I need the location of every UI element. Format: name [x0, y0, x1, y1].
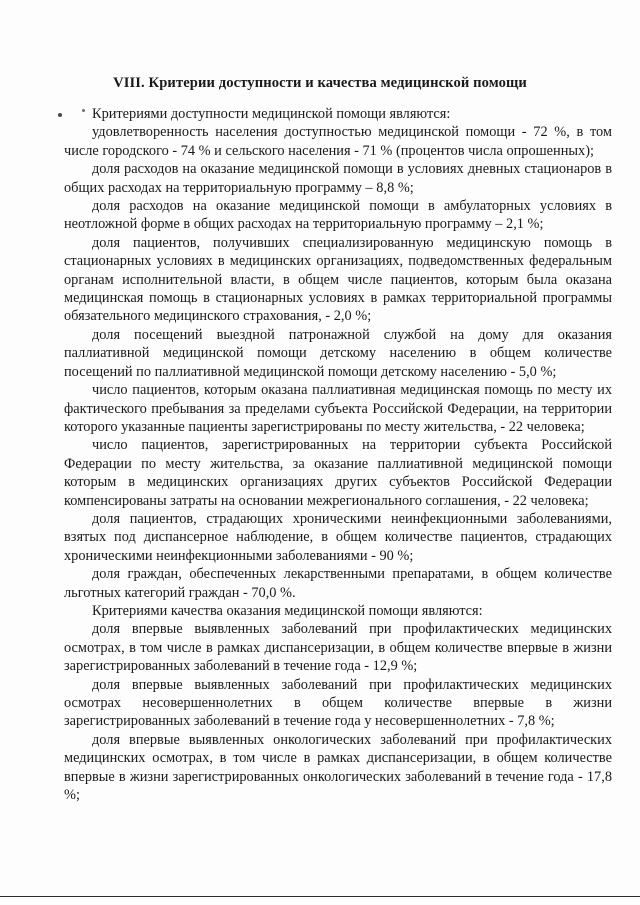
paragraph-palliative-outside-region: число пациентов, которым оказана паллиативная медицинская помощь по месту их фактического пребывания за пределами субъекта Российской Федерации, на территории которого указанные пациенты зарегистрированы по месту жительства, - 22 человека; [64, 382, 612, 435]
page-bottom-rule [0, 896, 640, 897]
paragraph-first-detected-minors: доля впервые выявленных заболеваний при профилактических медицинских осмотрах несовершеннолетних в общем количестве впервые в жизни зарегистрированных заболеваний в течение года у несовершеннолетних - 7,8 %; [64, 676, 612, 730]
paragraph-accessibility-intro: Критериями доступности медицинской помощи являются: [92, 106, 451, 122]
section-heading: VIII. Критерии доступности и качества медицинской помощи [113, 75, 527, 91]
paragraph-first-detected-diseases: доля впервые выявленных заболеваний при профилактических медицинских осмотрах, в том числе в рамках диспансеризации, в общем количестве впервые в жизни зарегистрированных заболеваний в течение года - 12,9 %; [64, 621, 612, 675]
document-body [64, 105, 612, 804]
paragraph-quality-intro: Критериями качества оказания медицинской помощи являются: [92, 602, 483, 619]
paragraph-day-hospital-expenses: доля расходов на оказание медицинской помощи в условиях дневных стационаров в общих расходах на территориальную программу – 8,8 %; [64, 161, 612, 196]
paragraph-palliative-compensated: число пациентов, зарегистрированных на территории субъекта Российской Федерации по месту жительства, за оказание паллиативной медицинской помощи которым в медицинских организациях других субъектов Российской Федерации компенсированы затраты на основании межрегионального соглашения, - 22 человека; [64, 437, 612, 509]
paragraph-palliative-home-visits: доля посещений выездной патронажной службой на дому для оказания паллиативной медицинской помощи детскому населению в общем количестве посещений по паллиативной медицинской помощи детскому населению - 5,0 %; [64, 326, 612, 380]
paragraph-first-detected-oncology: доля впервые выявленных онкологических заболеваний при профилактических медицинских осмотрах, в том числе в рамках диспансеризации, в общем количестве впервые в жизни зарегистрированных онкологических заболеваний в течение года - 17,8 %; [64, 731, 612, 804]
paragraph-chronic-dispensary: доля пациентов, страдающих хроническими неинфекционными заболеваниями, взятых под диспансерное наблюдение, в общем количестве пациентов, страдающих хроническими неинфекционными заболеваниями - 90 %; [64, 510, 612, 564]
paragraph-specialized-care-share: доля пациентов, получивших специализированную медицинскую помощь в стационарных условиях в медицинских организациях, подведомственных федеральным органам исполнительной власти, в общем числе пациентов, которым была оказана медицинская помощь в стационарных условиях в рамках территориальной программы обязательного медицинского страхования, - 2,0 %; [64, 234, 612, 325]
paragraph-emergency-outpatient-expenses: доля расходов на оказание медицинской помощи в амбулаторных условиях в неотложной форме в общих расходах на территориальную программу – 2,1 %; [64, 198, 612, 233]
paragraph-medication-provision: доля граждан, обеспеченных лекарственными препаратами, в общем количестве льготных категорий граждан - 70,0 %. [64, 566, 612, 601]
scan-speck [58, 113, 62, 117]
paragraph-satisfaction: удовлетворенность населения доступностью медицинской помощи - 72 %, в том числе городского - 74 % и сельского населения - 71 % (процентов числа опрошенных); [64, 124, 612, 159]
